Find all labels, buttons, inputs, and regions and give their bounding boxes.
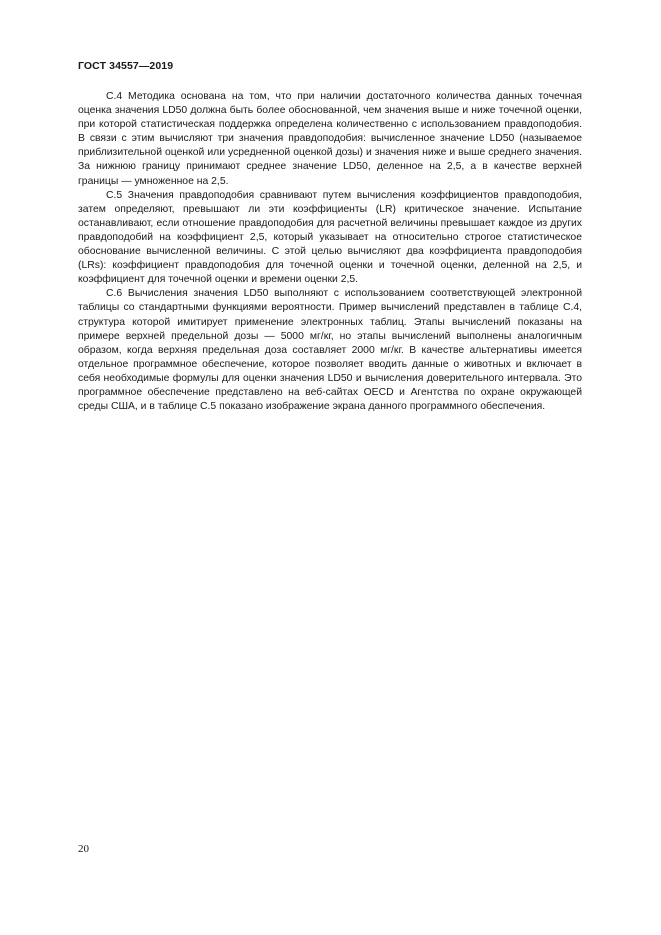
- paragraph-c5: [78, 189, 582, 288]
- clause-number: C.6: [106, 288, 123, 300]
- paragraph-c6: [78, 287, 582, 414]
- paragraph-c4: [78, 90, 582, 189]
- page-number: 20: [78, 843, 89, 855]
- paragraph-text: Значения правдоподобия сравнивают путем вычисления коэффициентов правдоподобия, затем определяют, превышают ли эти коэффициенты (LR) критическое значение. Испытание останавливают, если отношение правдоподобия для расчетной величины превышает каждое из других правдоподобий на коэффициент 2,5, который указывает на относительно строгое статистическое обоснование вычисленной величины. C этой целью вычисляют два коэффициента правдоподобия (LRs): коэффициент правдоподобия для точечной оценки и точечной оценки, деленной на 2,5, и коэффициент для точечной оценки и времени оценки 2,5.: [78, 189, 582, 286]
- document-header: ГОСТ 34557—2019: [78, 60, 174, 72]
- paragraph-text: Вычисления значения LD50 выполняют с использованием соответствующей электронной таблицы со стандартными функциями вероятности. Пример вычислений представлен в таблице C.4, структура которой имитирует применение электронных таблиц. Этапы вычислений показаны на примере верхней предельной дозы — 5000 мг/кг, но этапы вычислений выполнены аналогичным образом, когда верхняя предельная доза составляет 2000 мг/кг. В качестве альтернативы имеется отдельное программное обеспечение, которое позволяет вводить данные о животных и включает в себя необходимые формулы для оценки значения LD50 и вычисления доверительного интервала. Это программное обеспечение представлено на веб-сайтах OECD и Агентства по охране окружающей среды США, и в таблице C.5 показано изображение экрана данного программного обеспечения.: [78, 288, 582, 413]
- document-body: [78, 90, 582, 414]
- paragraph-text: Методика основана на том, что при наличии достаточного количества данных точечная оценка значения LD50 должна быть более обоснованной, чем значения выше и ниже точечной оценки, при которой статистическая поддержка определена количественно с использованием правдоподобия. В связи с этим вычисляют три значения правдоподобия: вычисленное значение LD50 (называемое приблизительной оценкой или усредненной оценкой дозы) и значения ниже и выше среднего значения. За нижнюю границу принимают среднее значение LD50, деленное на 2,5, а в качестве верхней границы — умноженное на 2,5.: [78, 91, 582, 187]
- clause-number: C.4: [106, 91, 123, 102]
- clause-number: C.5: [106, 189, 123, 201]
